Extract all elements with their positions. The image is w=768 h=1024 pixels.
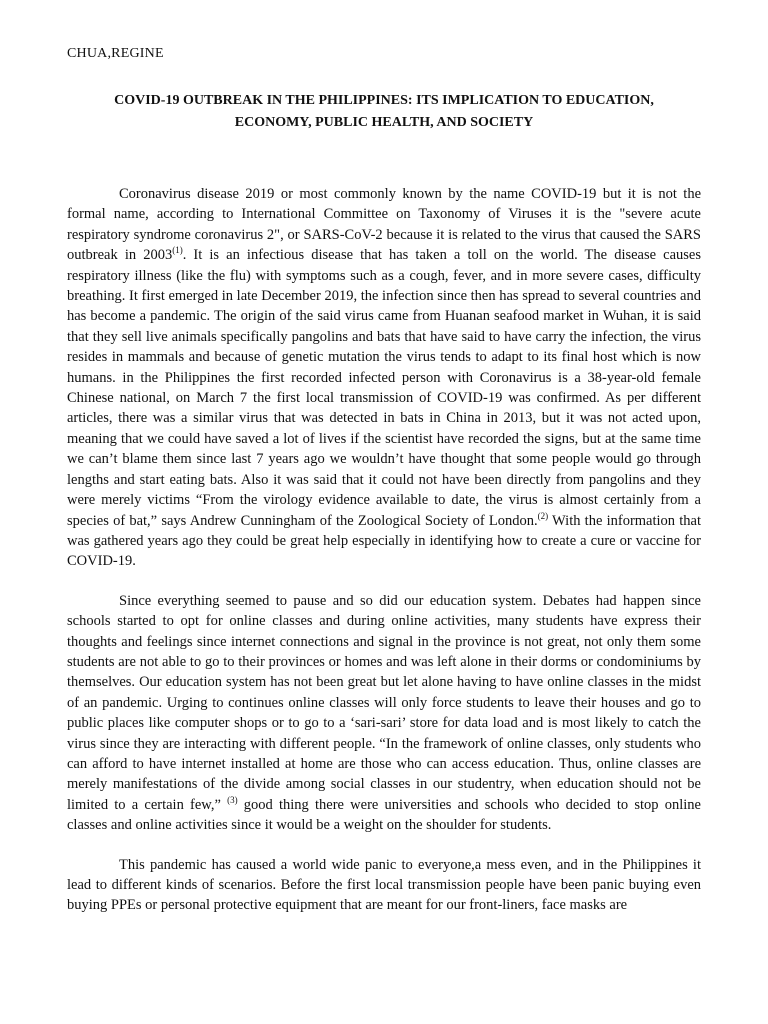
paragraph-3: This pandemic has caused a world wide panic to everyone,a mess even, and in the Philippines it lead to different kinds of scenarios. Before the first local transmission people have been panic buying even buying PPEs or personal protective equipment that are meant for our front-liners, face masks are: [67, 856, 701, 914]
paragraph-1-text-b: . It is an infectious disease that has taken a toll on the world. The disease causes respiratory illness (like the flu) with symptoms such as a cough, fever, and in more severe cases, difficulty breathing. It first emerged in late December 2019, the infection since then has spread to several countries and has become a pandemic. The origin of the said virus came from Huanan seafood market in Wuhan, it is said that they sell live animals specifically pangolins and bats that have said to have carry the infection, the virus resides in mammals and because of genetic mutation the virus tends to adapt to its final host which is now humans. in the Philippines the first recorded infected person with Coronavirus is a 38-year-old female Chinese national, on March 7 the first local transmission of COVID-19 was confirmed. As per different articles, there was a similar virus that was detected in bats in China in 2013, but it was not acted upon, meaning that we could have saved a lot of lives if the scientist have recorded the signs, but at the same time we can’t blame them since last 7 years ago we wouldn’t have thought that some people would go through lengths and start eating bats. Also it was said that it could not have been directly from pangolins and they were merely victims “From the virology evidence available to date, the virus is almost certainly from a species of bat,” says Andrew Cunningham of the Zoological Society of London.: [67, 247, 701, 529]
paragraph-2-text-b: good thing there were universities and schools who decided to stop online classes and online activities since it would be a weight on the shoulder for students.: [67, 796, 701, 834]
citation-ref-1: (1): [172, 245, 183, 256]
paragraph-1-text-a: Coronavirus disease 2019 or most commonly known by the name COVID-19 but it is not the formal name, according to International Committee on Taxonomy of Viruses it is the "severe acute respiratory syndrome coronavirus 2", or SARS-CoV-2 because it is related to the virus that caused the SARS outbreak in 2003: [67, 186, 701, 264]
author-name: CHUA,REGINE: [67, 46, 164, 61]
document-title: COVID-19 OUTBREAK IN THE PHILIPPINES: ITS IMPLICATION TO EDUCATION, ECONOMY, PUBLIC HEALTH, AND SOCIETY: [114, 93, 654, 130]
paragraph-1: [67, 184, 701, 572]
paragraph-2-text-a: Since everything seemed to pause and so did our education system. Debates had happen since schools started to opt for online classes and during online activities, many students have express their thoughts and feelings since internet connections and signal in the province is not great, not only them some students are not able to go to their provinces or homes and was left alone in their dorms or condominiums by themselves. Our education system has not been great but let alone having to have online classes in the midst of an pandemic. Urging to continues online classes will only force students to leave their houses and go to public places like computer shops or to go to a ‘sari-sari’ store for data load and is most likely to catch the virus since they are interacting with different people. “In the framework of online classes, only students who can afford to have internet installed at home are those who can access education. Thus, online classes are merely manifestations of the divide among social classes in our studentry, when education should not be limited to a certain few,”: [67, 592, 701, 813]
paragraph-1-text-c: With the information that was gathered years ago they could be great help especially in identifying how to create a cure or vaccine for COVID-19.: [67, 512, 701, 570]
citation-ref-2: (2): [537, 510, 549, 521]
paragraph-2: [67, 591, 701, 836]
citation-ref-3: (3): [227, 794, 238, 805]
